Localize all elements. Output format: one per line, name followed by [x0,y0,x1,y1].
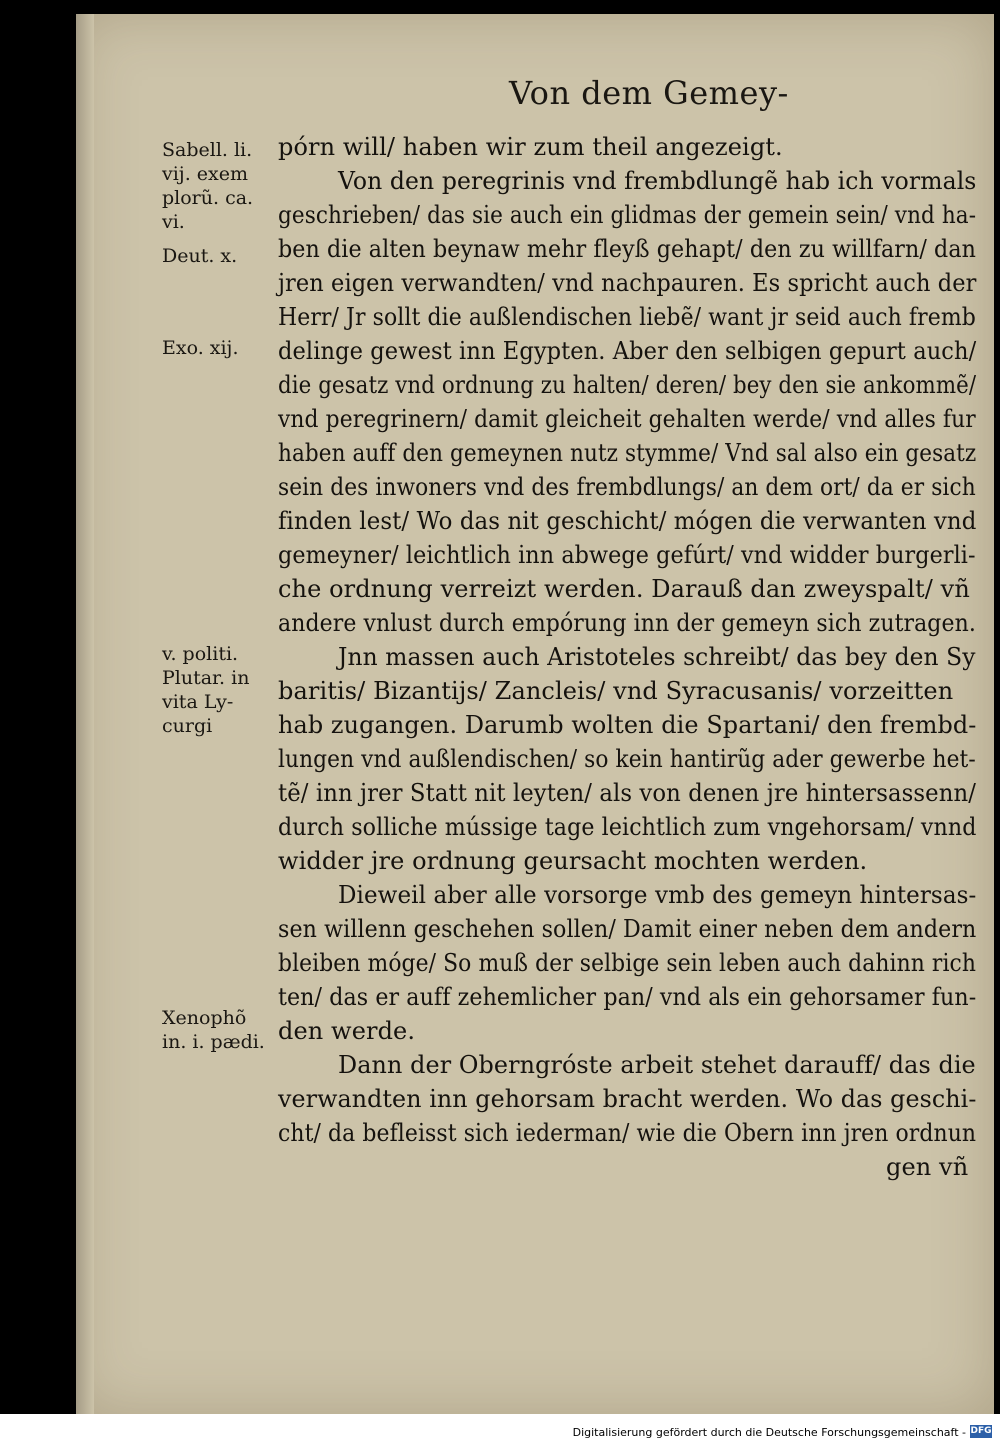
text-line: Herr/ Jr sollt die außlendischen liebẽ/ want jr seid auch fremb [278,303,976,331]
text-line: jren eigen verwandten/ vnd nachpauren. Es spricht auch der [278,269,977,297]
text-line: durch solliche mússige tage leichtlich zum vngehorsam/ vnnd [278,813,977,841]
text-line: Von den peregrinis vnd frembdlungẽ hab ich vormals [338,167,977,195]
text-line: ben die alten beynaw mehr fleyß gehapt/ den zu willfarn/ dan [278,235,977,263]
text-line: gemeyner/ leichtlich inn abwege gefúrt/ vnd widder burgerli- [278,541,976,569]
text-line: pórn will/ haben wir zum theil angezeigt. [278,133,783,161]
digitization-footer [0,1414,1000,1446]
dfg-logo: DFG [970,1426,992,1436]
book-page [76,14,994,1414]
text-line: hab zugangen. Darumb wolten die Spartani/ den frembd- [278,711,977,739]
text-line: Dieweil aber alle vorsorge vmb des gemeyn hintersas- [338,881,977,909]
text-line: vnd peregrinern/ damit gleicheit gehalten werde/ vnd alles fur [278,405,976,433]
text-line: lungen vnd außlendischen/ so kein hantirũg ader gewerbe het- [278,745,976,773]
text-line: che ordnung verreizt werden. Darauß dan zweyspalt/ vñ [278,575,970,603]
catchword: gen vñ [886,1153,969,1181]
text-line: die gesatz vnd ordnung zu halten/ deren/ bey den sie ankommẽ/ [278,371,977,399]
margin-note-xenophon: Xenophõ in. i. pædi. [162,1007,265,1053]
text-line: andere vnlust durch empórung inn der gemeyn sich zutragen. [278,609,976,637]
text-line: bleiben móge/ So muß der selbige sein leben auch dahinn rich [278,949,977,977]
margin-note-deuteronomy: Deut. x. [162,245,238,267]
text-line: finden lest/ Wo das nit geschicht/ mógen die verwanten vnd [278,507,977,535]
text-line: sein des inwoners vnd des frembdlungs/ an dem ort/ da er sich [278,473,976,501]
text-line: Jnn massen auch Aristoteles schreibt/ das bey den Sy [338,643,976,671]
text-line: baritis/ Bizantijs/ Zancleis/ vnd Syracusanis/ vorzeitten [278,677,954,705]
text-line: sen willenn geschehen sollen/ Damit einer neben dem andern [278,915,977,943]
text-line: den werde. [278,1017,416,1045]
text-line: delinge gewest inn Egypten. Aber den selbigen gepurt auch/ [278,337,977,365]
running-header: Von dem Gemey- [509,74,789,112]
text-line: Dann der Oberngróste arbeit stehet darauff/ das die [338,1051,976,1079]
text-line: widder jre ordnung geursacht mochten werden. [278,847,868,875]
text-line: tẽ/ inn jrer Statt nit leyten/ als von denen jre hintersassenn/ [278,779,976,807]
margin-note-exodus: Exo. xij. [162,337,239,359]
page-binding-edge [76,14,94,1414]
footer-credit: Digitalisierung gefördert durch die Deutsche Forschungsgemeinschaft - [572,1426,966,1439]
text-line: geschrieben/ das sie auch ein glidmas der gemein sein/ vnd ha- [278,201,977,229]
text-line: haben auff den gemeynen nutz stymme/ Vnd sal also ein gesatz [278,439,977,467]
text-line: cht/ da befleisst sich iederman/ wie die Obern inn jren ordnun [278,1119,977,1147]
text-line: ten/ das er auff zehemlicher pan/ vnd als ein gehorsamer fun- [278,983,977,1011]
text-line: verwandten inn gehorsam bracht werden. Wo das geschi- [278,1085,977,1113]
margin-note-politics-plutarch: v. politi. Plutar. in vita Ly- curgi [162,643,250,737]
margin-note-sabellicus: Sabell. li. vij. exem plorũ. ca. vi. [162,139,254,233]
